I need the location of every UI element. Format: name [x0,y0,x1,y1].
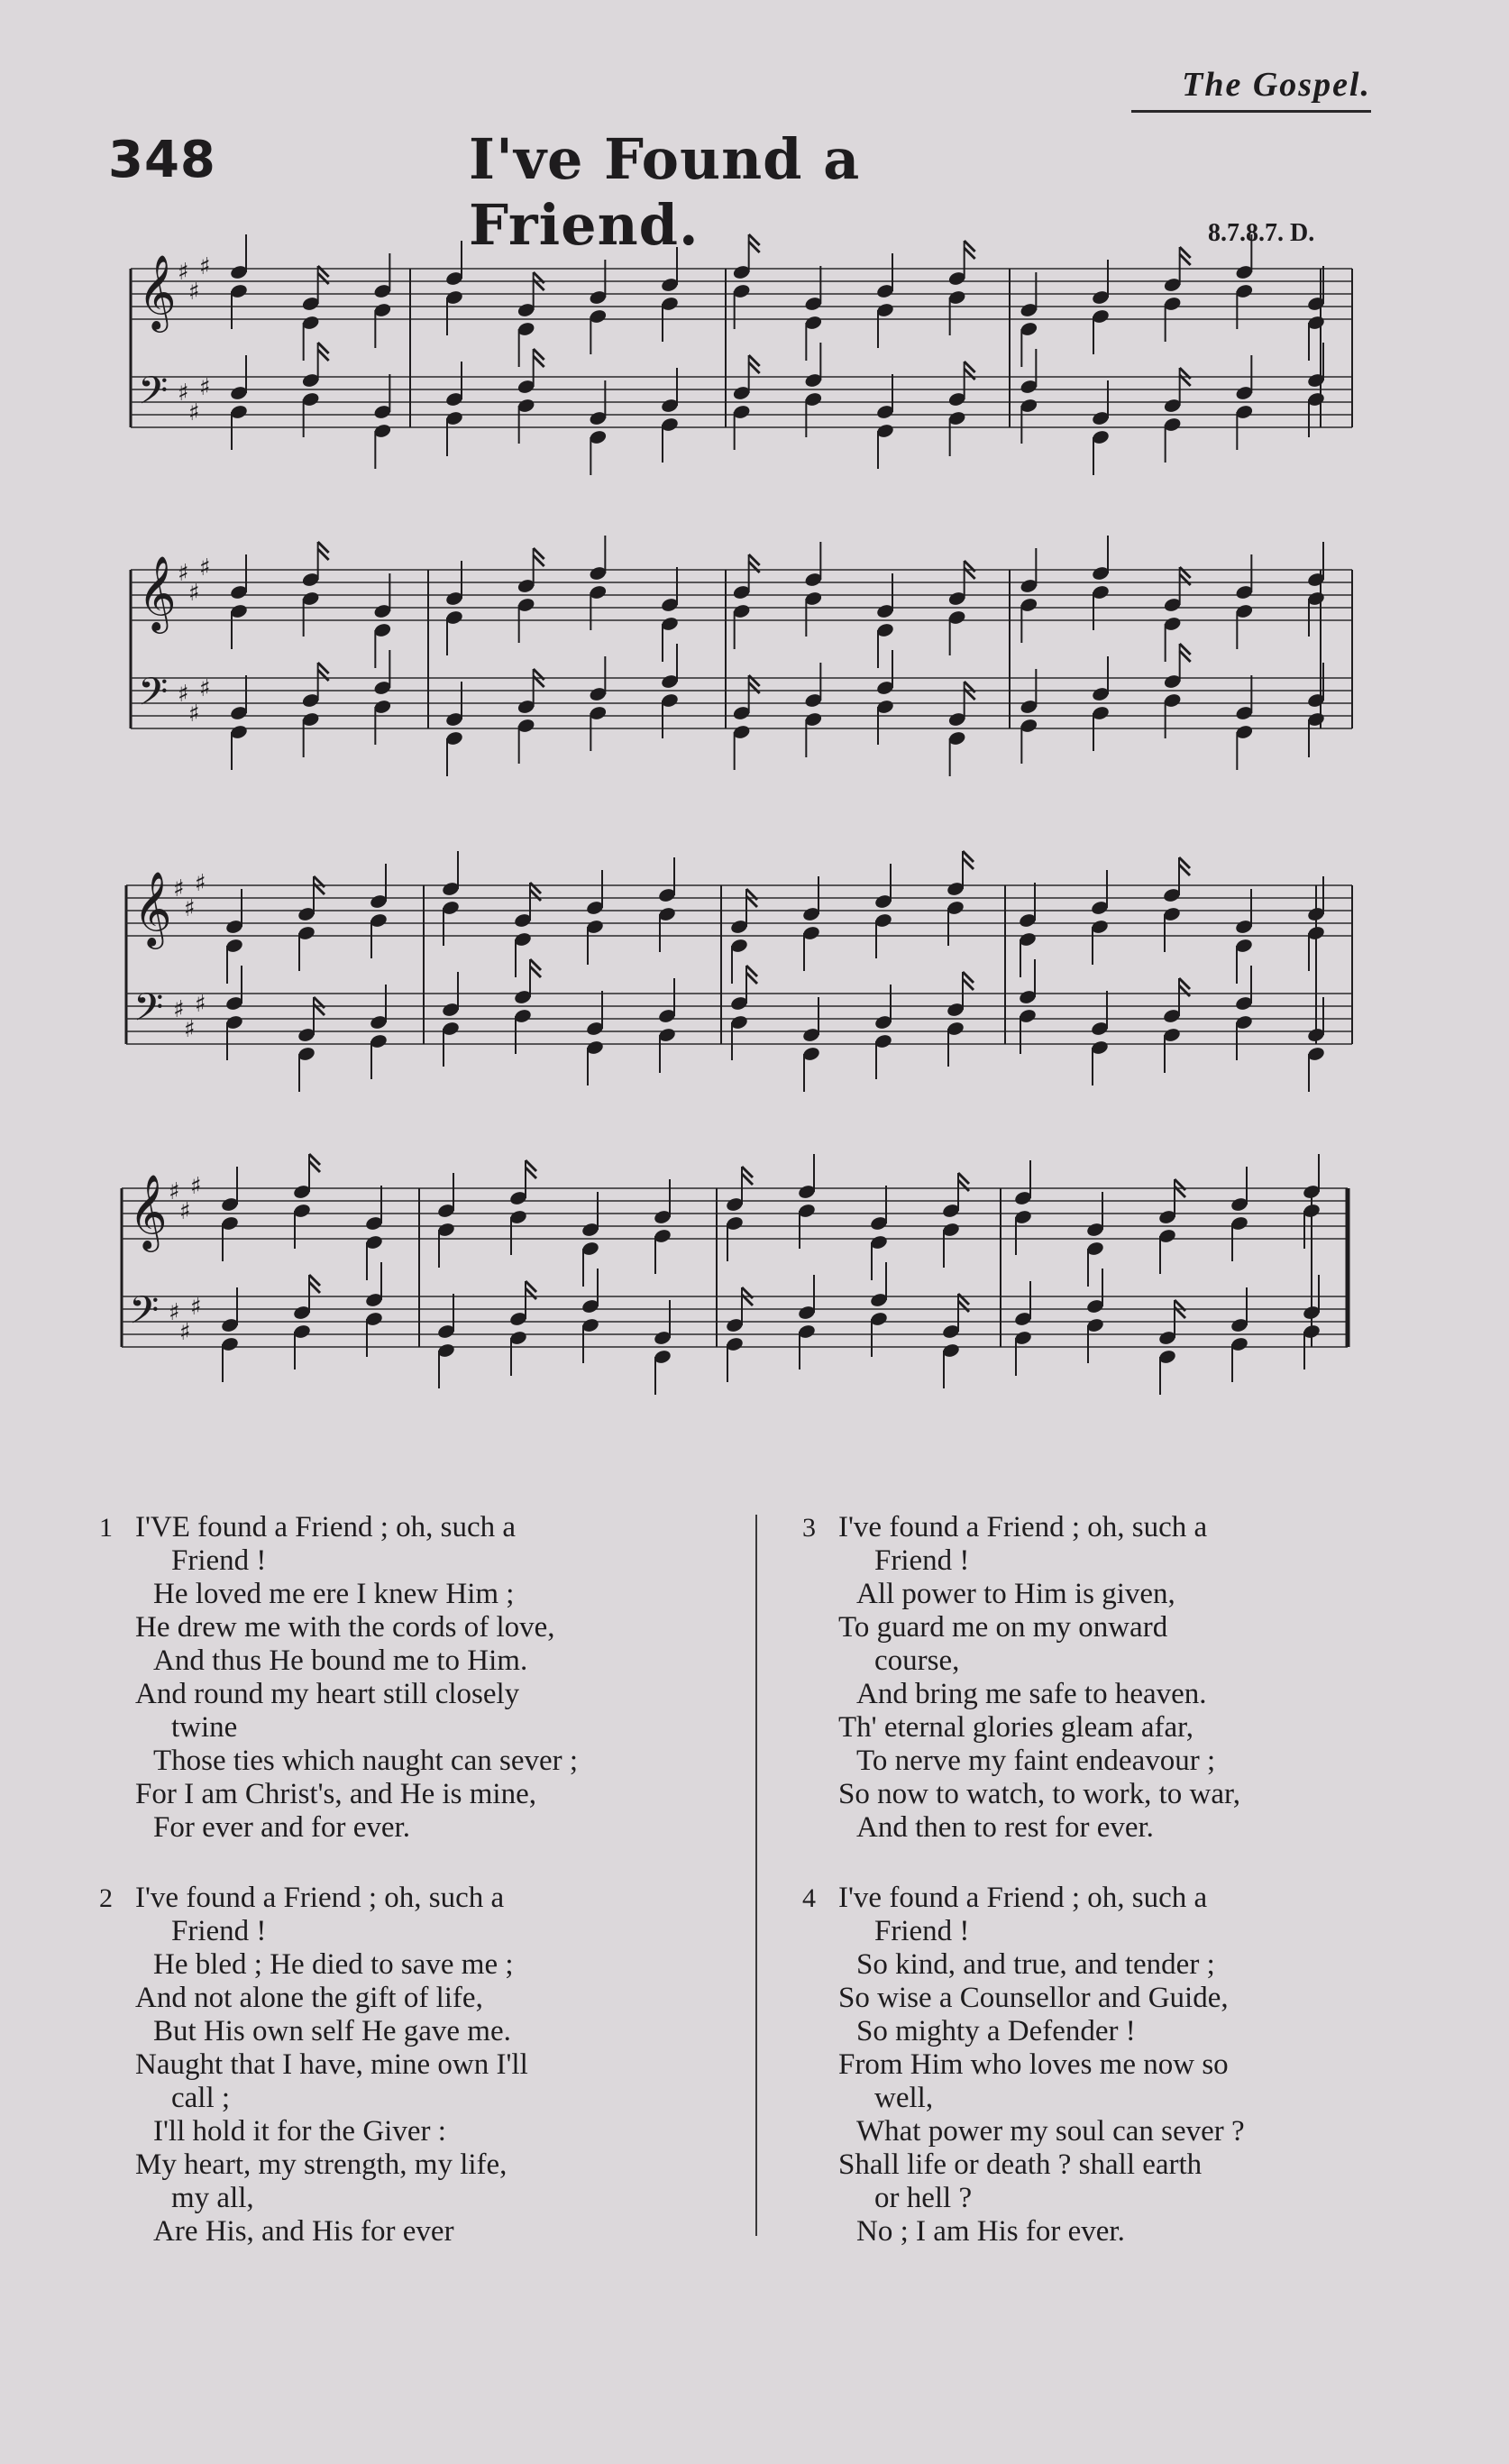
sharp-icon: ♯ [173,996,185,1023]
verse-line: From Him who loves me now so [838,2048,1229,2081]
bass-clef-icon: 𝄢 [138,670,169,724]
verse-line: Friend ! [874,1915,970,1947]
verse-line: All power to Him is given, [856,1578,1175,1610]
verse-line: He bled ; He died to save me ; [153,1948,514,1981]
verse-number: 1 [99,1513,113,1543]
verse-line: Friend ! [874,1544,970,1577]
verse-line: So mighty a Defender ! [856,2015,1136,2047]
sharp-icon: ♯ [190,1294,202,1321]
verse-column-divider [755,1515,757,2236]
verse-line: I've found a Friend ; oh, such a [838,1511,1208,1543]
treble-clef-icon: 𝄞 [133,870,172,946]
sharp-icon: ♯ [188,399,200,426]
sharp-icon: ♯ [199,554,211,582]
verse-line: For I am Christ's, and He is mine, [135,1778,536,1810]
verse-line: For ever and for ever. [153,1811,410,1844]
sharp-icon: ♯ [195,870,206,897]
verse-line: well, [874,2082,934,2114]
treble-clef-icon: 𝄞 [138,253,177,329]
verse-line: To nerve my faint endeavour ; [856,1745,1216,1777]
sharp-icon: ♯ [195,991,206,1018]
sharp-icon: ♯ [178,681,189,708]
sharp-icon: ♯ [173,875,185,902]
verse-line: Shall life or death ? shall earth [838,2148,1203,2181]
verse-2 [99,1882,528,2249]
verse-line: I've found a Friend ; oh, such a [838,1882,1208,1914]
sharp-icon: ♯ [199,374,211,401]
verse-number: 2 [99,1883,113,1913]
sharp-icon: ♯ [179,1198,191,1225]
treble-clef-icon: 𝄞 [129,1173,168,1249]
verse-line: twine [171,1711,238,1744]
verse-line: call ; [171,2082,231,2114]
sharp-icon: ♯ [188,701,200,728]
verse-line: Naught that I have, mine own I'll [135,2048,528,2081]
bass-clef-icon: 𝄢 [133,985,164,1040]
sharp-icon: ♯ [178,380,189,407]
verse-line: But His own self He gave me. [153,2015,511,2047]
verse-line: And thus He bound me to Him. [153,1644,528,1677]
sharp-icon: ♯ [188,580,200,607]
verse-line: Th' eternal glories gleam afar, [838,1711,1194,1744]
sharp-icon: ♯ [199,675,211,702]
verse-line: So wise a Counsellor and Guide, [838,1982,1229,2014]
sharp-icon: ♯ [179,1319,191,1346]
sharp-icon: ♯ [199,253,211,280]
sharp-icon: ♯ [184,1016,196,1043]
verse-line: Those ties which naught can sever ; [153,1745,579,1777]
verse-line: So now to watch, to work, to war, [838,1778,1240,1810]
verse-line: I'll hold it for the Giver : [153,2115,446,2148]
sharp-icon: ♯ [178,560,189,587]
verse-number: 3 [802,1513,816,1543]
verse-line: Are His, and His for ever [153,2215,454,2248]
verse-line: And then to rest for ever. [856,1811,1154,1844]
verse-line: Friend ! [171,1915,267,1947]
verse-line: My heart, my strength, my life, [135,2148,508,2181]
hymn-number: 348 [108,131,216,189]
verse-4 [802,1882,1245,2249]
verse-line: course, [874,1644,960,1677]
bass-clef-icon: 𝄢 [129,1288,160,1342]
sharp-icon: ♯ [184,895,196,922]
verse-line: What power my soul can sever ? [856,2115,1245,2148]
verse-line: or hell ? [874,2182,973,2214]
sharp-icon: ♯ [169,1299,180,1326]
sharp-icon: ♯ [178,259,189,286]
sharp-icon: ♯ [169,1178,180,1205]
verse-line: He drew me with the cords of love, [135,1611,555,1644]
verse-line: And bring me safe to heaven. [856,1678,1207,1710]
sharp-icon: ♯ [188,279,200,306]
verse-line: He loved me ere I knew Him ; [153,1578,515,1610]
verse-line: So kind, and true, and tender ; [856,1948,1215,1981]
verse-line: my all, [171,2182,254,2214]
bass-clef-icon: 𝄢 [138,369,169,423]
verse-line: To guard me on my onward [838,1611,1168,1644]
hymn-title: I've Found a Friend. [469,126,861,258]
meter-label: 8.7.8.7. D. [1208,219,1315,247]
treble-clef-icon: 𝄞 [138,554,177,630]
verse-line: No ; I am His for ever. [856,2215,1125,2248]
verse-line: I've found a Friend ; oh, such a [135,1882,505,1914]
sharp-icon: ♯ [190,1173,202,1200]
verse-3 [802,1511,1240,1845]
verse-line: And round my heart still closely [135,1678,520,1710]
section-header: The Gospel. [1131,65,1371,113]
verse-number: 4 [802,1883,816,1913]
verse-line: I'VE found a Friend ; oh, such a [135,1511,517,1543]
verse-line: Friend ! [171,1544,267,1577]
verse-line: And not alone the gift of life, [135,1982,483,2014]
verse-1 [99,1511,578,1845]
